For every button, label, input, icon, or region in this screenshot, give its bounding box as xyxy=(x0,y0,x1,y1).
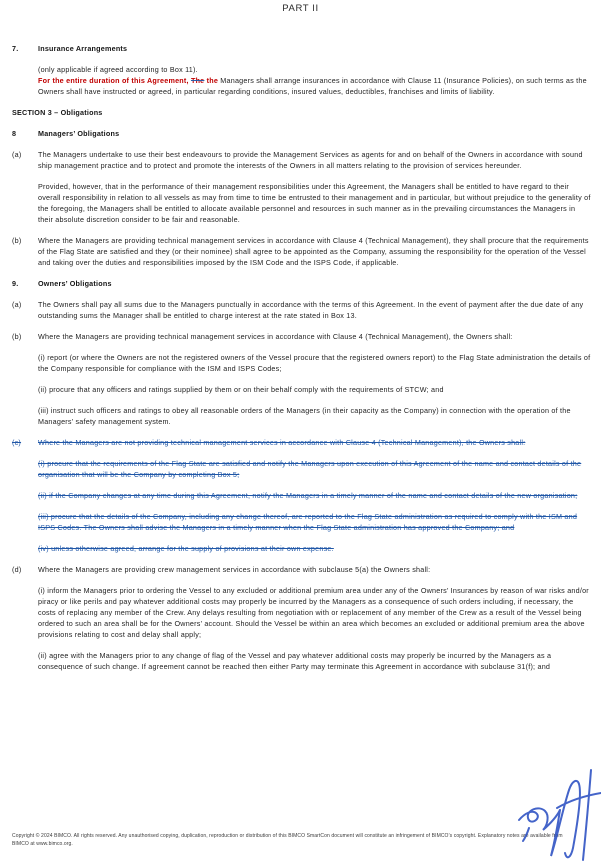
text-segment: The Owners shall pay all sums due to the Managers punctually in accordance with the terms of this Agreement. In the event of payment after the due date of any outstanding sums the Manager shall be entitled to charge interest at the rate stated in Box 13. xyxy=(38,300,584,320)
clause-text xyxy=(38,299,592,321)
text-segment: Managers shall arrange insurances in accordance with Clause 11 (Insurance Policies), on such terms as the Owners shall have instructed or agreed, in particular regarding conditions, insured values, deductibles, franchises and limits of liability. xyxy=(38,76,587,96)
clause-8-heading xyxy=(12,128,592,139)
clause-9c-iii-deleted xyxy=(12,511,592,533)
clause-8a-proviso xyxy=(12,181,592,225)
clause-9b-i xyxy=(12,352,592,374)
clause-text xyxy=(38,384,592,395)
clause-number: (c) xyxy=(12,438,22,447)
clause-9c-iv-deleted xyxy=(12,543,592,554)
clause-text xyxy=(38,128,592,139)
clause-7-heading xyxy=(12,43,592,54)
clause-text xyxy=(38,564,592,575)
clause-9c-deleted xyxy=(12,437,592,448)
text-segment: For the entire duration of this Agreement, xyxy=(38,76,191,85)
clause-text xyxy=(12,107,592,118)
signature-scribble xyxy=(517,768,601,865)
clause-text xyxy=(38,437,592,448)
clause-number: (b) xyxy=(12,236,22,245)
text-segment: (iii) procure that the details of the Company, including any change thereof, are reported to the Flag State administration as required to comply with the ISM and ISPS Codes. The Owners shall advise the Managers in a timely manner when the Flag State administration has approved the Company; and xyxy=(38,512,578,532)
clause-text xyxy=(38,585,592,640)
clause-text xyxy=(38,543,592,554)
text-segment: Owners’ Obligations xyxy=(38,279,112,288)
clause-text xyxy=(38,75,592,97)
clause-text xyxy=(38,235,592,268)
clause-9b-iii xyxy=(12,405,592,427)
text-segment: The xyxy=(190,76,205,85)
text-segment: (iii) instruct such officers and ratings to obey all reasonable orders of the Managers (in their capacity as the Company) in connection with the operation of the Managers’ safety management system. xyxy=(38,406,571,426)
clause-number: (a) xyxy=(12,300,22,309)
clause-number: 7. xyxy=(12,44,19,53)
section-3-heading xyxy=(12,107,592,118)
document-body xyxy=(12,33,592,672)
clause-9d xyxy=(12,564,592,575)
clause-number: (b) xyxy=(12,332,22,341)
clause-text xyxy=(38,490,592,501)
text-segment: (iv) unless otherwise agreed, arrange for the supply of provisions at their own expense. xyxy=(38,544,334,553)
clause-number: (d) xyxy=(12,565,22,574)
clause-9-heading xyxy=(12,278,592,289)
clause-7-note xyxy=(12,64,592,75)
clause-text xyxy=(38,149,592,171)
copyright-footer: Copyright © 2024 BIMCO. All rights reserved. Any unauthorised copying, duplication, reproduction or distribution of this BIMCO SmartCon document will constitute an infringement of BIMCO’s copyright. Explanatory notes are available from BIMCO at www.bimco.org. xyxy=(12,833,563,847)
text-segment: Where the Managers are not providing technical management services in accordance with Clause 4 (Technical Management), the Owners shall: xyxy=(38,438,526,447)
text-segment: (ii) procure that any officers and ratings supplied by them or on their behalf comply with the requirements of STCW; and xyxy=(38,385,444,394)
text-segment: Where the Managers are providing crew management services in accordance with subclause 5(a) the Owners shall: xyxy=(38,565,431,574)
text-segment: Provided, however, that in the performance of their management responsibilities under this Agreement, the Managers shall be entitled to have regard to their overall responsibility in relation to all vessels as may from time to time be entrusted to their management and in particular, but without prejudice to the generality of the foregoing, the Managers shall be entitled to allocate available personnel and resources in such manner as in the prevailing circumstances the Managers in their absolute discretion consider to be fair and reasonable. xyxy=(38,182,591,224)
clause-text xyxy=(38,278,592,289)
clause-9b-ii xyxy=(12,384,592,395)
clause-text xyxy=(38,405,592,427)
clause-text xyxy=(38,181,592,225)
clause-text xyxy=(38,43,592,54)
document-blocks xyxy=(12,43,592,672)
text-segment: Where the Managers are providing technical management services in accordance with Clause 4 (Technical Management), they shall procure that the requirements of the Flag State are satisfied and they (or their nominee) shall agree to be appointed as the Company, assuming the responsibility for the operation of the Vessel and taking over the duties and responsibilities imposed by the ISM Code and the ISPS Code, if applicable. xyxy=(38,236,589,267)
clause-9c-ii-deleted xyxy=(12,490,592,501)
text-segment: (only applicable if agreed according to Box 11). xyxy=(38,65,198,74)
clause-text xyxy=(38,650,592,672)
clause-text xyxy=(38,458,592,480)
page-title: PART II xyxy=(282,3,319,14)
text-segment: (i) inform the Managers prior to ordering the Vessel to any excluded or additional premium area under any of the Owners’ Insurances by reason of war risks and/or piracy or like perils and pay whatever additional costs may properly be incurred by the Managers as a consequence of such orders including, if necessary, the costs of replacing any member of the Crew. Any delays resulting from negotiation with or replacement of any member of the Crew as a result of the Vessel being ordered to such an area shall be for the Owners’ account. Should the Vessel be within an area which becomes an excluded or additional premium area the above provisions relating to cost and delay shall apply; xyxy=(38,586,589,639)
text-segment: (ii) agree with the Managers prior to any change of flag of the Vessel and pay whatever additional costs may properly be incurred by the Managers as a consequence of such change. If agreement cannot be reached then either Party may terminate this Agreement in accordance with subclause 31(f); and xyxy=(38,651,552,671)
clause-number: 8 xyxy=(12,129,17,138)
clause-text xyxy=(38,352,592,374)
clause-text xyxy=(38,511,592,533)
clause-9d-ii xyxy=(12,650,592,672)
clause-9d-i xyxy=(12,585,592,640)
clause-number: 9. xyxy=(12,279,19,288)
clause-9c-i-deleted xyxy=(12,458,592,480)
text-segment: Managers’ Obligations xyxy=(38,129,120,138)
text-segment: (ii) if the Company changes at any time during this Agreement, notify the Managers in a timely manner of the name and contact details of the new organisation; xyxy=(38,491,578,500)
text-segment: Where the Managers are providing technical management services in accordance with Clause 4 (Technical Management), the Owners shall: xyxy=(38,332,513,341)
clause-9a xyxy=(12,299,592,321)
text-segment: SECTION 3 – Obligations xyxy=(12,108,103,117)
text-segment: Insurance Arrangements xyxy=(38,44,128,53)
clause-9b xyxy=(12,331,592,342)
clause-7-body xyxy=(12,75,592,97)
text-segment: The Managers undertake to use their best endeavours to provide the Management Services as agents for and on behalf of the Owners in accordance with sound ship management practice and to protect and promote the interests of the Owners in all matters relating to the provision of services hereunder. xyxy=(38,150,583,170)
text-segment: the xyxy=(204,76,221,85)
clause-text xyxy=(38,331,592,342)
clause-number: (a) xyxy=(12,150,22,159)
clause-text xyxy=(38,64,592,75)
clause-8a xyxy=(12,149,592,171)
text-segment: (i) procure that the requirements of the Flag State are satisfied and notify the Managers upon execution of this Agreement of the name and contact details of the organisation that will be the Company by completing Box 5; xyxy=(38,459,582,479)
clause-8b xyxy=(12,235,592,268)
text-segment: (i) report (or where the Owners are not the registered owners of the Vessel procure that the registered owners report) to the Flag State administration the details of the Company responsible for compliance with the ISM and ISPS Codes; xyxy=(38,353,591,373)
